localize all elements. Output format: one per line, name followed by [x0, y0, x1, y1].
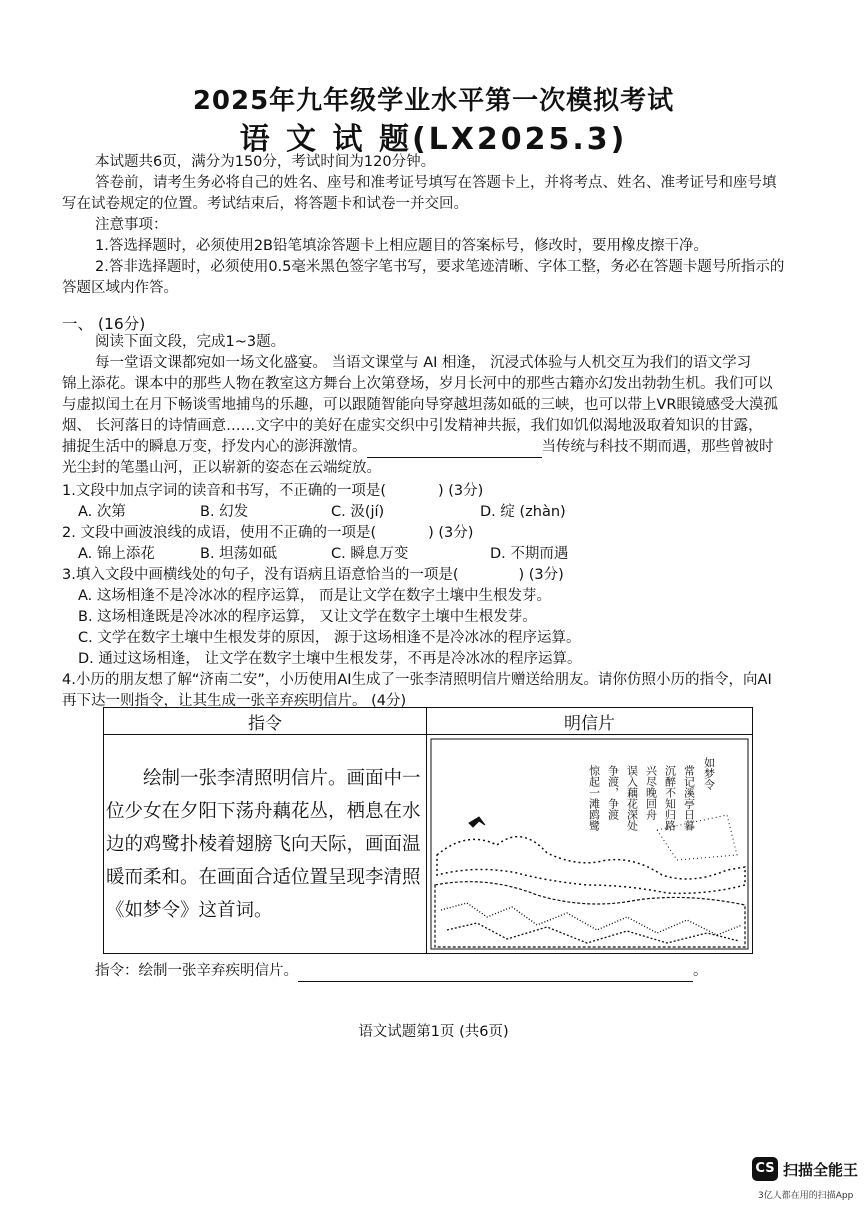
- col-header-instruction: 指令: [104, 708, 427, 735]
- question-3: [62, 565, 564, 586]
- instruction-cell: [104, 735, 427, 954]
- scanner-name: 扫描全能王: [783, 1161, 859, 1179]
- q1-option-c: C. 汲(jí): [331, 504, 385, 520]
- intro-line-2b: 写在试卷规定的位置。考试结束后，将答题卡和试卷一并交回。: [62, 196, 468, 212]
- answer-prefix: 指令：绘制一张辛弃疾明信片。: [95, 963, 298, 979]
- passage-line-3: 与虚拟闰土在月下畅谈雪地捕鸟的乐趣，可以跟随智能向导穿越坦荡如砥的三峡，也可以带上VR眼镜感受大漠孤: [62, 397, 778, 413]
- notes-title: 注意事项：: [95, 217, 168, 233]
- poem-col-2: 沉醉不知归路: [663, 765, 677, 831]
- q3-option-c: C. 文学在数字土壤中生根发芽的原因， 源于这场相逢不是冷冰冰的程序运算。: [78, 630, 581, 646]
- q3-option-a: A. 这场相逢不是冷冰冰的程序运算， 而是让文学在数字土壤中生根发芽。: [78, 588, 551, 604]
- poem-col-1: 常记溪亭日暮: [682, 765, 696, 831]
- answer-blank[interactable]: [298, 965, 693, 982]
- q3-stem: 3.填入文段中画横线处的句子，没有语病且语意恰当的一项是(: [62, 567, 459, 583]
- q1-option-a: A. 次第: [78, 504, 126, 520]
- question-4-line-1: 4.小历的朋友想了解“济南二安”，小历使用AI生成了一张李清照明信片赠送给朋友。请你仿照小历的指令，向AI: [62, 672, 772, 688]
- page-footer: 语文试题第1页 (共6页): [358, 1024, 509, 1040]
- q2-option-c: C. 瞬息万变: [331, 546, 409, 562]
- passage-line-5-tail: 当传统与科技不期而遇，那些曾被时: [541, 439, 774, 455]
- question-1: [62, 481, 483, 502]
- passage-line-2: 锦上添花。课本中的那些人物在教室这方舞台上次第登场，岁月长河中的那些古籍亦幻发出勃勃生机。我们可以: [62, 376, 773, 392]
- question-2: [62, 523, 473, 544]
- passage-line-6: 光尘封的笔墨山河，正以崭新的姿态在云端绽放。: [62, 460, 381, 476]
- passage-line-4: 烟、 长河落日的诗情画意……文字中的美好在虚实交织中引发精神共振，我们如饥似渴地汲取着知识的甘露，: [62, 418, 763, 434]
- col-header-postcard: 明信片: [427, 708, 753, 735]
- section-instruction: 阅读下面文段，完成1~3题。: [95, 334, 286, 350]
- note-2a: 2.答非选择题时，必须使用0.5毫米黑色签字笔书写，要求笔迹清晰、字体工整，务必在答题卡题号所指示的: [95, 259, 785, 275]
- exam-subject-title: 语 文 试 题(LX2025.3): [239, 122, 628, 157]
- section-heading: 一、 (16分): [62, 315, 146, 333]
- q1-tail: ) (3分): [438, 483, 484, 499]
- sample-instruction-text: 绘制一张李清照明信片。画面中一位少女在夕阳下荡舟藕花丛，栖息在水边的鸡鹭扑棱着翅膀飞向天际，画面温暖而柔和。在画面合适位置呈现李清照《如梦令》这首词。: [106, 767, 421, 921]
- q2-option-b: B. 坦荡如砥: [200, 546, 278, 562]
- intro-line-1: 本试题共6页，满分为150分，考试时间为120分钟。: [95, 154, 436, 170]
- q1-stem: 1.文段中加点字词的读音和书写，不正确的一项是(: [62, 483, 386, 499]
- cs-logo-icon: CS: [752, 1157, 778, 1181]
- answer-line: [95, 961, 708, 982]
- passage-line-5: [62, 437, 774, 458]
- q2-tail: ) (3分): [428, 525, 474, 541]
- poem-col-6: 惊起一滩鸥鹭: [587, 765, 601, 831]
- scanner-tagline: 3亿人都在用的扫描App: [758, 1191, 854, 1201]
- note-2b: 答题区域内作答。: [62, 280, 178, 296]
- q3-option-b: B. 这场相逢既是冷冰冰的程序运算， 又让文学在数字土壤中生根发芽。: [78, 609, 537, 625]
- answer-suffix: 。: [693, 963, 708, 979]
- poem-col-0: 如梦令: [702, 757, 716, 790]
- poem-col-5: 争渡，争渡: [606, 765, 620, 820]
- q1-option-b: B. 幻发: [200, 504, 249, 520]
- intro-line-2a: 答卷前，请考生务必将自己的姓名、座号和准考证号填写在答题卡上，并将考点、姓名、准考证号和座号填: [95, 175, 777, 191]
- q2-stem: 2. 文段中画波浪线的成语，使用不正确的一项是(: [62, 525, 377, 541]
- q3-tail: ) (3分): [518, 567, 564, 583]
- q2-option-a: A. 锦上添花: [78, 546, 155, 562]
- postcard-cell: [427, 735, 753, 954]
- question-4-line-2: 再下达一则指令，让其生成一张辛弃疾明信片。 (4分): [62, 693, 407, 709]
- poem-col-4: 误入藕花深处: [625, 765, 639, 831]
- passage-line-1: 每一堂语文课都宛如一场文化盛宴。 当语文课堂与 AI 相逢， 沉浸式体验与人机交互为我们的语文学习: [95, 355, 752, 371]
- postcard-image: [427, 735, 752, 953]
- exam-title: 2025年九年级学业水平第一次模拟考试: [192, 86, 675, 116]
- q3-option-d: D. 通过这场相逢， 让文学在数字土壤中生根发芽，不再是冷冰冰的程序运算。: [78, 651, 582, 667]
- passage-line-5-text: 捕捉生活中的瞬息万变，抒发内心的澎湃激情。: [62, 439, 367, 455]
- q1-option-d: D. 绽 (zhàn): [480, 504, 566, 520]
- poem-col-3: 兴尽晚回舟: [644, 765, 658, 820]
- note-1: 1.答选择题时，必须使用2B铅笔填涂答题卡上相应题目的答案标号，修改时，要用橡皮擦干净。: [95, 238, 709, 254]
- q2-option-d: D. 不期而遇: [490, 546, 569, 562]
- instruction-postcard-table: [103, 707, 753, 954]
- passage-blank: [367, 441, 542, 458]
